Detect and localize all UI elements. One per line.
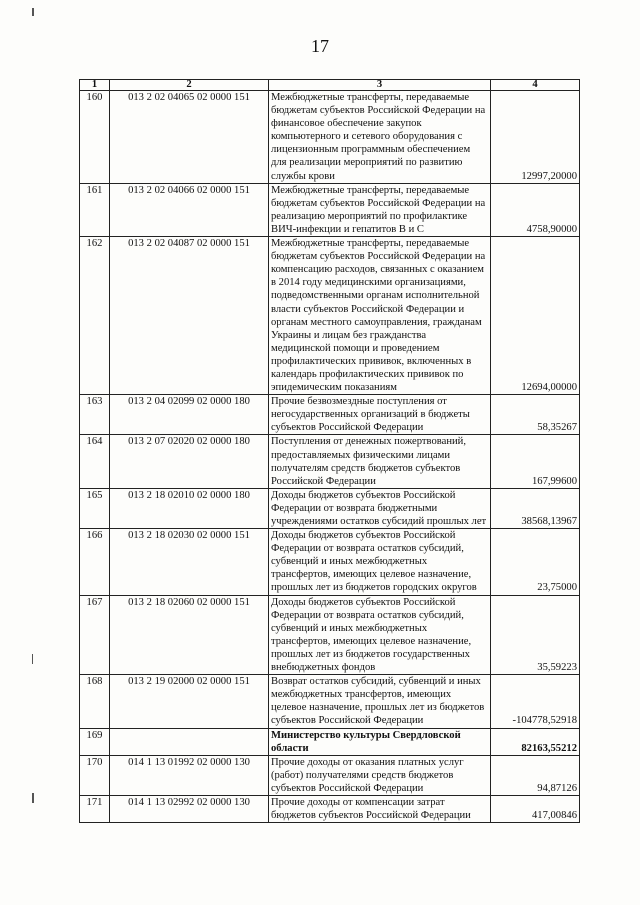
table-row xyxy=(80,91,580,184)
row-number-cell: 167 xyxy=(80,595,110,675)
budget-code-cell: 014 1 13 01992 02 0000 130 xyxy=(110,755,269,795)
budget-code-cell: 013 2 02 04087 02 0000 151 xyxy=(110,237,269,395)
table-row xyxy=(80,595,580,675)
amount-cell: -104778,52918 xyxy=(491,675,580,728)
amount-cell: 94,87126 xyxy=(491,755,580,795)
budget-code-cell: 013 2 18 02060 02 0000 151 xyxy=(110,595,269,675)
table-row xyxy=(80,755,580,795)
description-cell: Возврат остатков субсидий, субвенций и иных межбюджетных трансфертов, имеющих целевое назначение, прошлых лет из бюджетов субъектов Российской Федерации xyxy=(269,675,491,728)
scan-mark-bottom xyxy=(32,793,34,803)
revenue-table xyxy=(79,79,580,823)
row-number-cell: 165 xyxy=(80,488,110,528)
description-cell: Межбюджетные трансферты, передаваемые бюджетам субъектов Российской Федерации на финансовое обеспечение закупок компьютерного и сетевого оборудования с лицензионным программным обеспечением для реализации мероприятий по развитию службы крови xyxy=(269,91,491,184)
table-row xyxy=(80,395,580,435)
budget-code-cell: 013 2 07 02020 02 0000 180 xyxy=(110,435,269,488)
amount-cell: 4758,90000 xyxy=(491,183,580,236)
budget-code-cell: 013 2 02 04066 02 0000 151 xyxy=(110,183,269,236)
budget-code-cell: 013 2 04 02099 02 0000 180 xyxy=(110,395,269,435)
budget-code-cell: 014 1 13 02992 02 0000 130 xyxy=(110,795,269,822)
column-header: 3 xyxy=(269,80,491,91)
row-number-cell: 160 xyxy=(80,91,110,184)
table-row xyxy=(80,183,580,236)
scan-mark-top xyxy=(32,8,34,16)
amount-cell: 58,35267 xyxy=(491,395,580,435)
budget-code-cell: 013 2 19 02000 02 0000 151 xyxy=(110,675,269,728)
budget-code-cell: 013 2 18 02030 02 0000 151 xyxy=(110,529,269,595)
amount-cell: 12694,00000 xyxy=(491,237,580,395)
page-number: 17 xyxy=(311,36,329,56)
description-cell: Прочие доходы от компенсации затрат бюджетов субъектов Российской Федерации xyxy=(269,795,491,822)
table-row xyxy=(80,795,580,822)
amount-cell: 417,00846 xyxy=(491,795,580,822)
amount-cell: 167,99600 xyxy=(491,435,580,488)
row-number-cell: 170 xyxy=(80,755,110,795)
table-row xyxy=(80,435,580,488)
description-cell: Доходы бюджетов субъектов Российской Федерации от возврата бюджетными учреждениями остатков субсидий прошлых лет xyxy=(269,488,491,528)
amount-cell: 82163,55212 xyxy=(491,728,580,755)
table-body xyxy=(80,91,580,823)
description-cell: Министерство культуры Свердловской области xyxy=(269,728,491,755)
amount-cell: 38568,13967 xyxy=(491,488,580,528)
table-row xyxy=(80,529,580,595)
description-cell: Прочие доходы от оказания платных услуг (работ) получателями средств бюджетов субъектов Российской Федерации xyxy=(269,755,491,795)
row-number-cell: 164 xyxy=(80,435,110,488)
table-row xyxy=(80,237,580,395)
scan-mark-middle xyxy=(32,654,33,664)
description-cell: Поступления от денежных пожертвований, предоставляемых физическими лицами получателям средств бюджетов субъектов Российской Федерации xyxy=(269,435,491,488)
column-header: 2 xyxy=(110,80,269,91)
row-number-cell: 171 xyxy=(80,795,110,822)
row-number-cell: 162 xyxy=(80,237,110,395)
row-number-cell: 168 xyxy=(80,675,110,728)
description-cell: Межбюджетные трансферты, передаваемые бюджетам субъектов Российской Федерации на реализацию мероприятий по профилактике ВИЧ-инфекции и гепатитов В и С xyxy=(269,183,491,236)
budget-code-cell: 013 2 02 04065 02 0000 151 xyxy=(110,91,269,184)
budget-code-cell xyxy=(110,728,269,755)
table-row xyxy=(80,488,580,528)
row-number-cell: 161 xyxy=(80,183,110,236)
description-cell: Доходы бюджетов субъектов Российской Федерации от возврата остатков субсидий, субвенций и иных межбюджетных трансфертов, имеющих целевое назначение, прошлых лет из бюджетов городских округов xyxy=(269,529,491,595)
column-header: 4 xyxy=(491,80,580,91)
amount-cell: 12997,20000 xyxy=(491,91,580,184)
row-number-cell: 166 xyxy=(80,529,110,595)
description-cell: Прочие безвозмездные поступления от негосударственных организаций в бюджеты субъектов Российской Федерации xyxy=(269,395,491,435)
table-row xyxy=(80,728,580,755)
column-header: 1 xyxy=(80,80,110,91)
amount-cell: 23,75000 xyxy=(491,529,580,595)
description-cell: Межбюджетные трансферты, передаваемые бюджетам субъектов Российской Федерации на компенсацию расходов, связанных с оказанием в 2014 году медицинскими организациями, подведомственными органам исполнительной власти субъектов Российской Федерации и органам местного самоуправления, гражданам Украины и лицам без гражданства медицинской помощи и проведением профилактических прививок, включенных в календарь профилактических прививок по эпидемическим показаниям xyxy=(269,237,491,395)
description-cell: Доходы бюджетов субъектов Российской Федерации от возврата остатков субсидий, субвенций и иных межбюджетных трансфертов, имеющих целевое назначение, прошлых лет из бюджетов государственных внебюджетных фондов xyxy=(269,595,491,675)
amount-cell: 35,59223 xyxy=(491,595,580,675)
budget-code-cell: 013 2 18 02010 02 0000 180 xyxy=(110,488,269,528)
row-number-cell: 169 xyxy=(80,728,110,755)
table-header-row xyxy=(80,80,580,91)
table-row xyxy=(80,675,580,728)
row-number-cell: 163 xyxy=(80,395,110,435)
